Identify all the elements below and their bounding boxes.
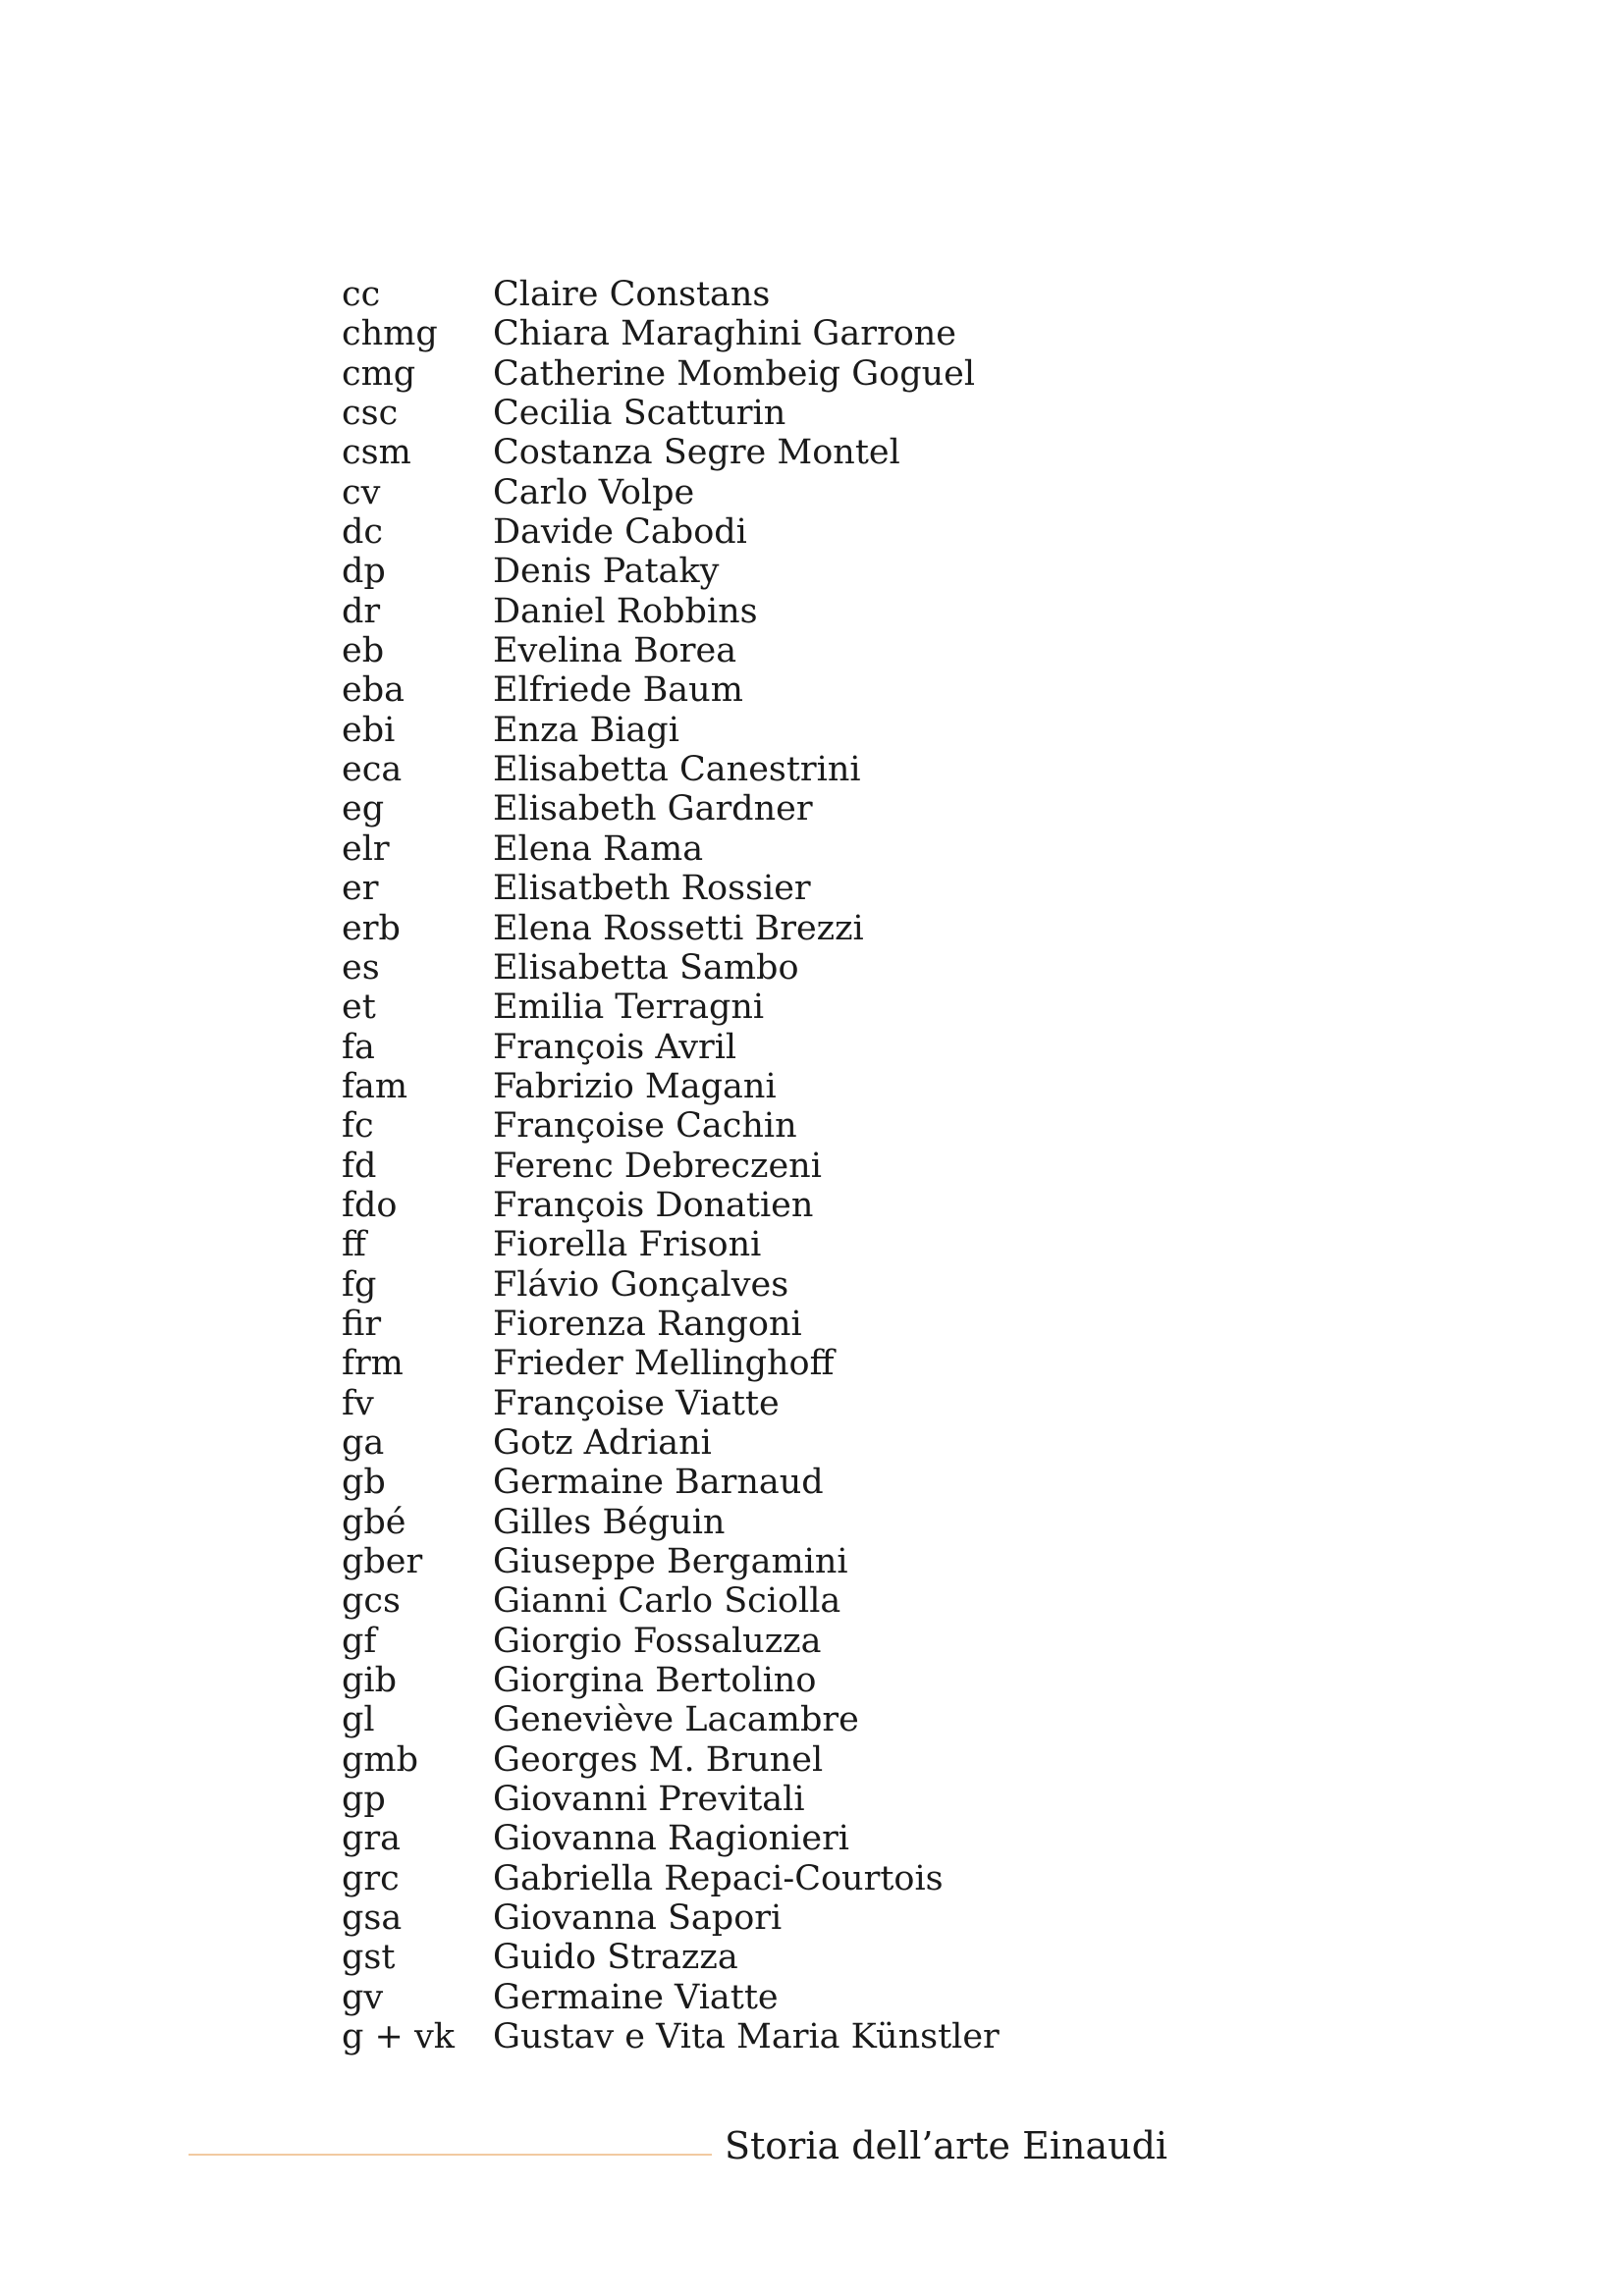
footer-rule	[189, 2154, 712, 2156]
contributor-entry	[342, 1186, 1324, 1225]
contributor-entry	[342, 1503, 1324, 1542]
contributor-name: Catherine Mombeig Goguel	[493, 353, 976, 394]
contributor-name: Giovanna Sapori	[493, 1898, 783, 1939]
contributor-name: François Avril	[493, 1027, 737, 1067]
contributor-entry	[342, 1819, 1324, 1858]
contributor-abbreviation: gl	[342, 1700, 375, 1740]
contributor-name: Giorgio Fossaluzza	[493, 1621, 822, 1661]
contributor-name: Daniel Robbins	[493, 591, 758, 631]
contributor-name: Gabriella Repaci-Courtois	[493, 1858, 944, 1898]
contributor-abbreviation: gmb	[342, 1739, 418, 1780]
contributor-abbreviation: ff	[342, 1225, 366, 1265]
contributor-entry	[342, 314, 1324, 353]
contributor-entry	[342, 1859, 1324, 1898]
contributors-list	[342, 275, 1324, 2056]
contributor-entry	[342, 829, 1324, 869]
footer-title: Storia dell’arte Einaudi	[725, 2124, 1168, 2167]
contributor-abbreviation: gra	[342, 1819, 402, 1859]
contributor-abbreviation: er	[342, 869, 379, 909]
contributor-abbreviation: dp	[342, 552, 386, 592]
contributor-entry	[342, 948, 1324, 988]
contributor-name: Emilia Terragni	[493, 988, 765, 1028]
contributor-abbreviation: es	[342, 947, 380, 988]
contributor-abbreviation: et	[342, 988, 376, 1028]
contributor-name: Fiorenza Rangoni	[493, 1304, 802, 1344]
contributor-abbreviation: dr	[342, 591, 381, 631]
contributor-entry	[342, 552, 1324, 591]
contributor-name: Geneviève Lacambre	[493, 1700, 859, 1740]
contributor-abbreviation: gb	[342, 1463, 386, 1503]
contributor-abbreviation: fdo	[342, 1185, 398, 1225]
contributor-abbreviation: gcs	[342, 1581, 401, 1622]
contributor-abbreviation: grc	[342, 1858, 400, 1898]
contributor-abbreviation: gbé	[342, 1502, 406, 1542]
contributor-entry	[342, 1305, 1324, 1344]
contributor-abbreviation: gsa	[342, 1898, 403, 1939]
contributor-entry	[342, 275, 1324, 314]
contributor-name: Costanza Segre Montel	[493, 433, 900, 473]
contributor-name: Frieder Mellinghoff	[493, 1344, 835, 1384]
contributor-name: Elena Rossetti Brezzi	[493, 908, 864, 948]
contributor-name: Giovanna Ragionieri	[493, 1819, 850, 1859]
contributor-name: Giorgina Bertolino	[493, 1661, 817, 1701]
contributor-entry	[342, 670, 1324, 710]
contributor-abbreviation: gst	[342, 1938, 396, 1978]
contributor-abbreviation: ebi	[342, 710, 396, 750]
contributor-name: Chiara Maraghini Garrone	[493, 314, 957, 354]
contributor-entry	[342, 1067, 1324, 1106]
contributor-abbreviation: fg	[342, 1264, 377, 1305]
contributor-name: Carlo Volpe	[493, 472, 695, 512]
contributor-name: Françoise Cachin	[493, 1106, 797, 1147]
contributor-abbreviation: elr	[342, 828, 390, 869]
contributor-abbreviation: eca	[342, 750, 403, 790]
contributor-abbreviation: cmg	[342, 353, 416, 394]
contributor-abbreviation: fam	[342, 1066, 408, 1106]
contributor-entry	[342, 1780, 1324, 1819]
contributor-name: Françoise Viatte	[493, 1383, 780, 1423]
contributor-name: Germaine Viatte	[493, 1977, 779, 2017]
contributor-name: Elisabetta Sambo	[493, 947, 799, 988]
contributor-entry	[342, 1622, 1324, 1661]
contributor-abbreviation: gber	[342, 1542, 423, 1581]
contributor-entry	[342, 631, 1324, 670]
contributor-abbreviation: chmg	[342, 314, 438, 354]
contributor-abbreviation: fa	[342, 1027, 375, 1067]
contributor-entry	[342, 394, 1324, 433]
contributor-name: François Donatien	[493, 1185, 814, 1225]
contributor-entry	[342, 1384, 1324, 1423]
contributor-entry	[342, 750, 1324, 789]
contributor-name: Elisabeth Gardner	[493, 789, 813, 829]
contributor-entry	[342, 1581, 1324, 1621]
contributor-name: Giuseppe Bergamini	[493, 1542, 848, 1581]
contributor-entry	[342, 1463, 1324, 1502]
contributor-abbreviation: gf	[342, 1621, 377, 1661]
contributor-abbreviation: gv	[342, 1977, 384, 2017]
contributor-entry	[342, 512, 1324, 552]
contributor-entry	[342, 1225, 1324, 1264]
contributor-abbreviation: eg	[342, 789, 385, 829]
contributor-name: Fiorella Frisoni	[493, 1225, 762, 1265]
contributor-name: Germaine Barnaud	[493, 1463, 824, 1503]
contributor-name: Evelina Borea	[493, 631, 737, 671]
contributor-entry	[342, 1938, 1324, 1977]
contributor-abbreviation: eba	[342, 670, 405, 711]
contributor-abbreviation: csm	[342, 433, 411, 473]
contributor-abbreviation: gib	[342, 1661, 398, 1701]
contributor-name: Elena Rama	[493, 828, 704, 869]
contributor-name: Ferenc Debreczeni	[493, 1146, 822, 1186]
contributor-entry	[342, 1028, 1324, 1067]
contributor-entry	[342, 789, 1324, 828]
contributor-name: Claire Constans	[493, 275, 771, 314]
contributor-name: Flávio Gonçalves	[493, 1264, 789, 1305]
contributor-entry	[342, 1265, 1324, 1305]
contributor-entry	[342, 1740, 1324, 1780]
contributor-abbreviation: gp	[342, 1780, 386, 1820]
contributor-abbreviation: frm	[342, 1344, 404, 1384]
contributor-name: Gotz Adriani	[493, 1422, 712, 1463]
contributor-abbreviation: eb	[342, 631, 385, 671]
contributor-name: Elisatbeth Rossier	[493, 869, 811, 909]
contributor-abbreviation: fir	[342, 1304, 382, 1344]
contributor-entry	[342, 1700, 1324, 1739]
contributor-abbreviation: fd	[342, 1146, 377, 1186]
contributor-entry	[342, 473, 1324, 512]
contributor-abbreviation: erb	[342, 908, 401, 948]
contributor-name: Georges M. Brunel	[493, 1739, 824, 1780]
contributor-abbreviation: g + vk	[342, 2017, 455, 2057]
contributor-entry	[342, 1978, 1324, 2017]
contributor-entry	[342, 1147, 1324, 1186]
contributor-entry	[342, 988, 1324, 1027]
contributor-name: Gustav e Vita Maria Künstler	[493, 2017, 1000, 2057]
contributor-entry	[342, 869, 1324, 908]
contributor-entry	[342, 1106, 1324, 1146]
contributor-entry	[342, 433, 1324, 472]
contributor-entry	[342, 909, 1324, 948]
contributor-name: Cecilia Scatturin	[493, 394, 786, 434]
contributor-name: Fabrizio Magani	[493, 1066, 777, 1106]
contributor-abbreviation: cc	[342, 275, 381, 314]
contributor-abbreviation: cv	[342, 472, 381, 512]
contributor-entry	[342, 1661, 1324, 1700]
contributor-name: Giovanni Previtali	[493, 1780, 805, 1820]
contributor-entry	[342, 1542, 1324, 1581]
contributor-name: Guido Strazza	[493, 1938, 738, 1978]
contributor-abbreviation: fc	[342, 1106, 374, 1147]
contributor-entry	[342, 1898, 1324, 1938]
contributor-name: Elisabetta Canestrini	[493, 750, 861, 790]
contributor-entry	[342, 2017, 1324, 2056]
contributor-name: Gianni Carlo Sciolla	[493, 1581, 841, 1622]
contributor-entry	[342, 1423, 1324, 1463]
contributor-entry	[342, 592, 1324, 631]
contributor-entry	[342, 1344, 1324, 1383]
contributor-abbreviation: ga	[342, 1422, 385, 1463]
contributor-abbreviation: dc	[342, 512, 384, 553]
contributor-name: Gilles Béguin	[493, 1502, 726, 1542]
contributor-entry	[342, 711, 1324, 750]
contributor-abbreviation: fv	[342, 1383, 374, 1423]
contributor-name: Elfriede Baum	[493, 670, 743, 711]
contributor-entry	[342, 354, 1324, 394]
contributor-name: Denis Pataky	[493, 552, 720, 592]
contributor-abbreviation: csc	[342, 394, 399, 434]
contributor-name: Enza Biagi	[493, 710, 679, 750]
contributor-name: Davide Cabodi	[493, 512, 747, 553]
